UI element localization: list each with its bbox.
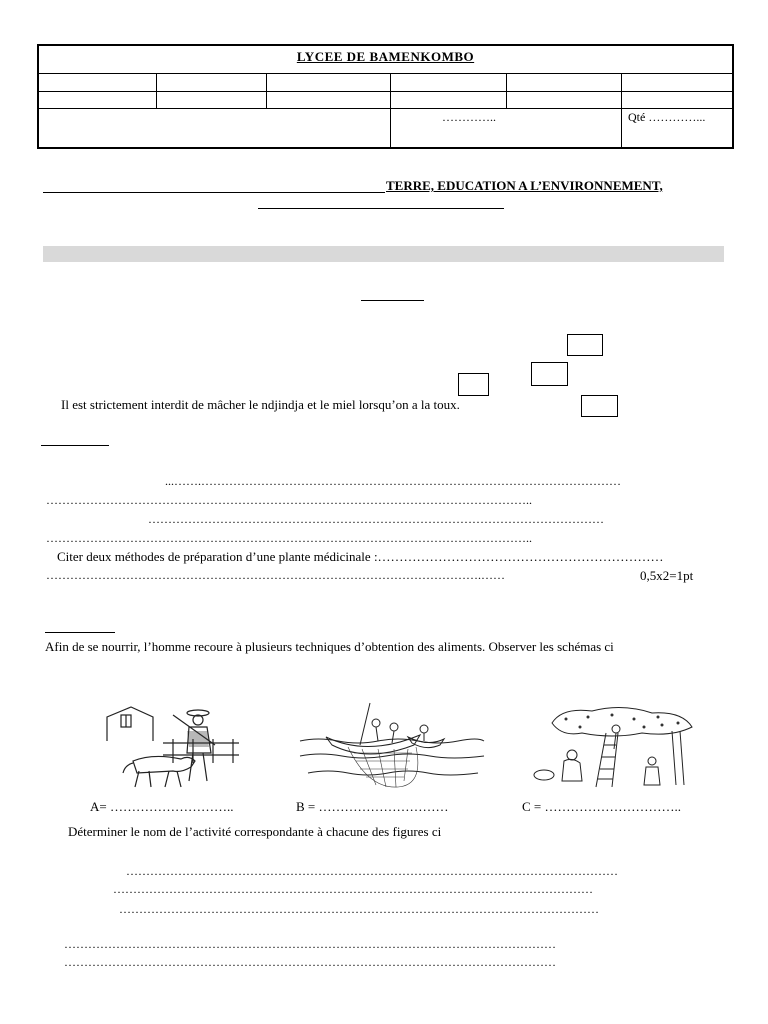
answer-box[interactable]: [458, 373, 489, 396]
answer-box[interactable]: [581, 395, 618, 417]
answer-dots: …………………………………………………………………………………………………………: [119, 902, 599, 916]
activity-question: Déterminer le nom de l’activité correspondante à chacune des figures ci: [68, 824, 442, 839]
subject-title: TERRE, EDUCATION A L’ENVIRONNEMENT,: [386, 178, 663, 193]
plant-preparation-question: Citer deux méthodes de préparation d’une plante médicinale :…………………………………………………………: [57, 549, 664, 564]
gray-band: [43, 246, 724, 262]
header-table: [37, 44, 734, 149]
title-underline-second: [258, 208, 504, 209]
answer-box[interactable]: [531, 362, 568, 386]
food-techniques-intro: Afin de se nourrir, l’homme recoure à plusieurs techniques d’obtention des aliments. Observer les schémas ci: [45, 639, 614, 654]
answer-box[interactable]: [567, 334, 603, 356]
answer-dots: ……………………………………………………………………………………………………………: [64, 937, 556, 951]
table-col-divider: [390, 73, 391, 149]
middle-cell-text: …………..: [442, 110, 496, 124]
quantity-cell-text: Qté …………...: [628, 110, 706, 124]
table-col-divider: [266, 73, 267, 108]
subsection-underline: [41, 445, 109, 446]
answer-dots: …………………………………………………………………………………………………………: [113, 882, 593, 896]
answer-dots: ……………………………………………………………………………………………………………: [126, 864, 618, 878]
label-figure-a: A= ………………………..: [90, 799, 234, 814]
answer-dots: ……………………………………………………………………………………………………: [148, 512, 604, 526]
title-underline-left: [43, 192, 385, 193]
table-col-divider: [506, 73, 507, 108]
hunter-with-dog-icon: [103, 703, 241, 791]
subsection-underline: [45, 632, 115, 633]
table-col-divider: [621, 73, 622, 149]
table-row-divider: [39, 91, 732, 92]
fishing-boat-net-icon: [298, 701, 486, 791]
school-name: LYCEE DE BAMENKOMBO: [296, 49, 475, 64]
label-figure-b: B = …………………………: [296, 799, 449, 814]
table-col-divider: [156, 73, 157, 108]
label-figure-c: C = …………………………..: [522, 799, 682, 814]
answer-dots: …………………………………………………………………………………………………………..: [46, 493, 532, 507]
section-heading-underline: [361, 300, 424, 301]
points-value: 0,5x2=1pt: [640, 568, 694, 583]
answer-dots: …………………………………………………………………………………………………………..: [46, 531, 532, 545]
table-row-divider: [39, 73, 732, 74]
answer-dots: ……………………………………………………………………………………………………………: [64, 955, 556, 969]
fruit-gathering-icon: [522, 703, 700, 791]
statement-text: Il est strictement interdit de mâcher le ndjindja et le miel lorsqu’on a la toux.: [61, 397, 460, 412]
answer-dots: ……………………………………………………………………………………………….……: [46, 568, 505, 582]
table-row-divider: [39, 108, 732, 109]
answer-dots: ...…….……………………………………………………………………………………………: [165, 474, 621, 488]
